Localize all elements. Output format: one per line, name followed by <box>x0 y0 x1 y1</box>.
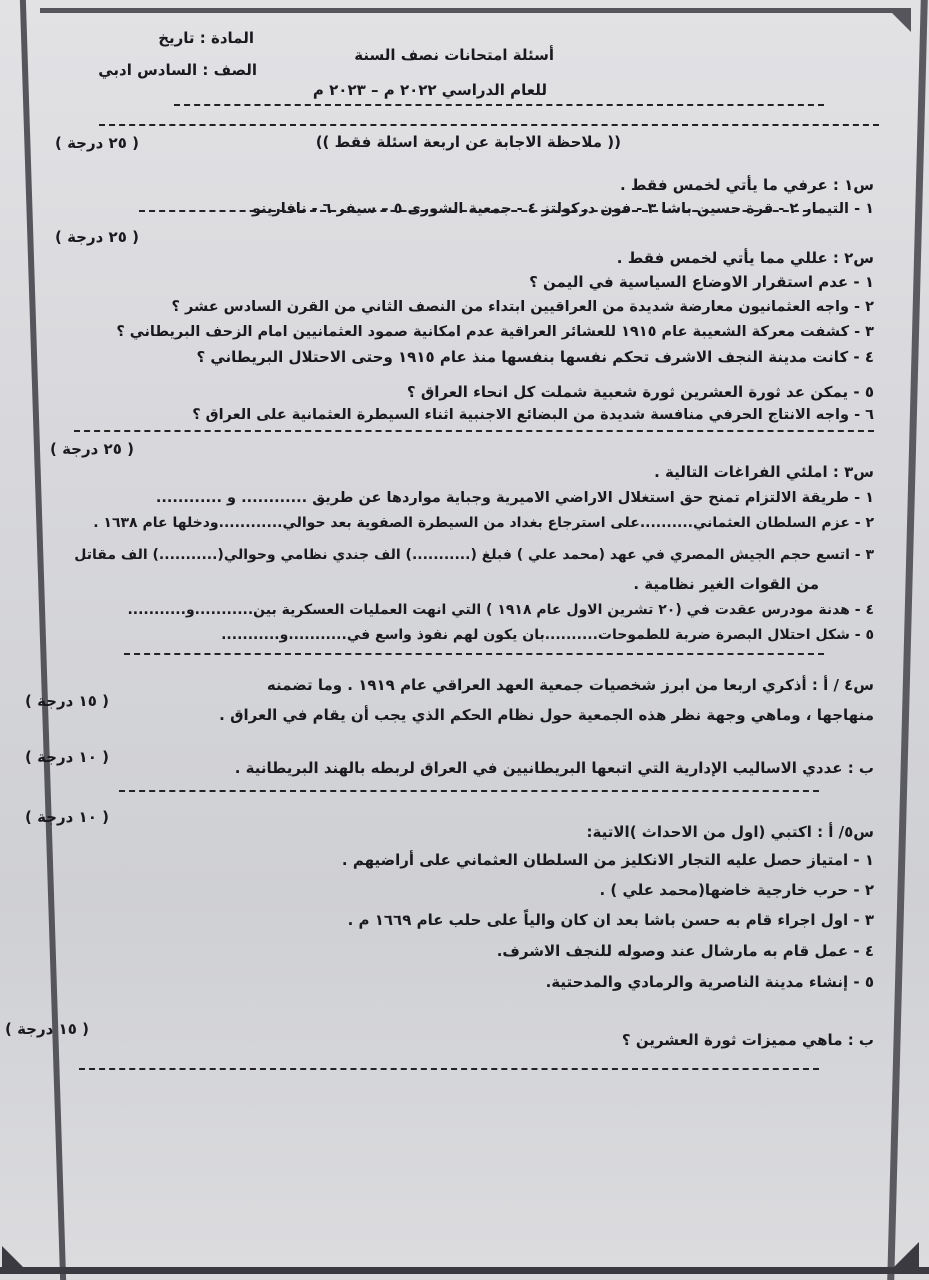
q1-items: ١ - التيمار ٢ - قرة حسين باشا ٣ - فون دركولتز ٤ - جمعية الشورى ٥ – سيفر ٦ - نافارينو <box>251 201 874 217</box>
q5a-grade: ( ١٠ درجة ) <box>25 808 109 826</box>
q5a-item: ٥ - إنشاء مدينة الناصرية والرمادي والمدحتية. <box>545 973 874 991</box>
q2-title: س٢ : عللي مما يأتي لخمس فقط . <box>616 249 874 267</box>
q2-item: ٢ - واجه العثمانيون معارضة شديدة من العراقيين ابتداء من النصف الثاني من القرن السادس عشر ؟ <box>171 299 874 315</box>
q5b-grade: ( ١٥ درجة ) <box>5 1020 89 1038</box>
q2-grade: ( ٢٥ درجة ) <box>55 228 139 246</box>
q5a-item: ٤ - عمل قام به مارشال عند وصوله للنجف الاشرف. <box>496 942 874 960</box>
q2-item: ٣ - كشفت معركة الشعيبة عام ١٩١٥ للعشائر العراقية عدم امكانية صمود العثمانيين امام الزحف البريطاني ؟ <box>116 324 874 340</box>
grade-level-label: الصف : السادس ادبي <box>98 61 257 79</box>
q4a-line1: س٤ / أ : أذكري اربعا من ابرز شخصيات جمعية العهد العراقي عام ١٩١٩ . وما تضمنه <box>266 676 874 694</box>
q3-item: ٥ - شكل احتلال البصرة ضربة للطموحات..........بان يكون لهم نفوذ واسع في...........و........... <box>221 627 874 643</box>
q2-item: ٦ - واجه الانتاج الحرفي منافسة شديدة من البضائع الاجنبية اثناء السيطرة العثمانية على العراق ؟ <box>192 407 874 423</box>
separator <box>79 1068 819 1070</box>
frame-border-top <box>40 8 910 13</box>
separator <box>119 790 819 792</box>
q2-item: ٥ - يمكن عد ثورة العشرين ثورة شعبية شملت كل انحاء العراق ؟ <box>406 383 874 401</box>
q4b-line: ب : عددي الاساليب الإدارية التي اتبعها البريطانيين في العراق لربطه بالهند البريطانية . <box>234 759 874 777</box>
frame-corner-bottom-right <box>893 1242 919 1268</box>
q4a-line2: منهاجها ، وماهي وجهة نظر هذه الجمعية حول نظام الحكم الذي يجب أن يقام في العراق . <box>219 706 874 724</box>
q3-grade: ( ٢٥ درجة ) <box>50 440 134 458</box>
q5b-line: ب : ماهي مميزات ثورة العشرين ؟ <box>621 1031 874 1049</box>
q5a-item: ٢ - حرب خارجية خاضها(محمد علي ) . <box>599 881 874 899</box>
q2-item: ١ - عدم استقرار الاوضاع السياسية في اليمن ؟ <box>529 273 874 291</box>
academic-year: للعام الدراسي ٢٠٢٢ م – ٢٠٢٣ م <box>312 81 547 99</box>
q3-item-continued: من القوات الغير نظامية . <box>633 575 819 593</box>
separator <box>124 653 824 655</box>
instruction-note: (( ملاحظة الاجابة عن اربعة اسئلة فقط )) <box>315 133 621 151</box>
exam-title: أسئلة امتحانات نصف السنة <box>354 46 554 64</box>
q3-item: ٤ - هدنة مودرس عقدت في (٢٠ تشرين الاول عام ١٩١٨ ) التي انهت العمليات العسكرية بين...........و........... <box>127 602 874 618</box>
separator <box>74 430 874 432</box>
separator <box>139 210 819 212</box>
frame-border-left <box>20 0 66 1280</box>
frame-border-right <box>887 0 928 1280</box>
q5a-item: ٣ - اول اجراء قام به حسن باشا بعد ان كان والياً على حلب عام ١٦٦٩ م . <box>347 911 874 929</box>
subject-label: المادة : تاريخ <box>158 29 254 47</box>
q3-item: ١ - طريقة الالتزام تمنح حق استغلال الاراضي الاميرية وجباية مواردها عن طريق ............ و ............ <box>155 490 874 506</box>
q3-item: ٢ - عزم السلطان العثماني..........على استرجاع بغداد من السيطرة الصفوية بعد حوالي............ودخلها عام ١٦٣٨ . <box>93 515 874 531</box>
frame-corner-bottom-left <box>2 1246 24 1268</box>
q3-title: س٣ : املئي الفراغات التالية . <box>654 463 874 481</box>
q4a-grade: ( ١٥ درجة ) <box>25 692 109 710</box>
separator <box>99 124 879 126</box>
q1-title: س١ : عرفي ما يأتي لخمس فقط . <box>619 176 874 194</box>
q3-item: ٣ - اتسع حجم الجيش المصري في عهد (محمد علي ) فبلغ (...........) الف جندي نظامي وحوالي(...........) الف مقاتل <box>74 547 874 563</box>
q4b-grade: ( ١٠ درجة ) <box>25 748 109 766</box>
frame-corner-top-right <box>887 8 911 32</box>
separator <box>174 104 824 106</box>
q2-item: ٤ - كانت مدينة النجف الاشرف تحكم نفسها بنفسها منذ عام ١٩١٥ وحتى الاحتلال البريطاني ؟ <box>196 348 874 366</box>
q1-grade: ( ٢٥ درجة ) <box>55 134 139 152</box>
q5a-title: س٥/ أ : اكتبي (اول من الاحداث )الاتية: <box>586 823 874 841</box>
q5a-item: ١ - امتياز حصل عليه التجار الانكليز من السلطان العثماني على أراضيهم . <box>341 851 874 869</box>
frame-border-bottom <box>0 1267 929 1274</box>
